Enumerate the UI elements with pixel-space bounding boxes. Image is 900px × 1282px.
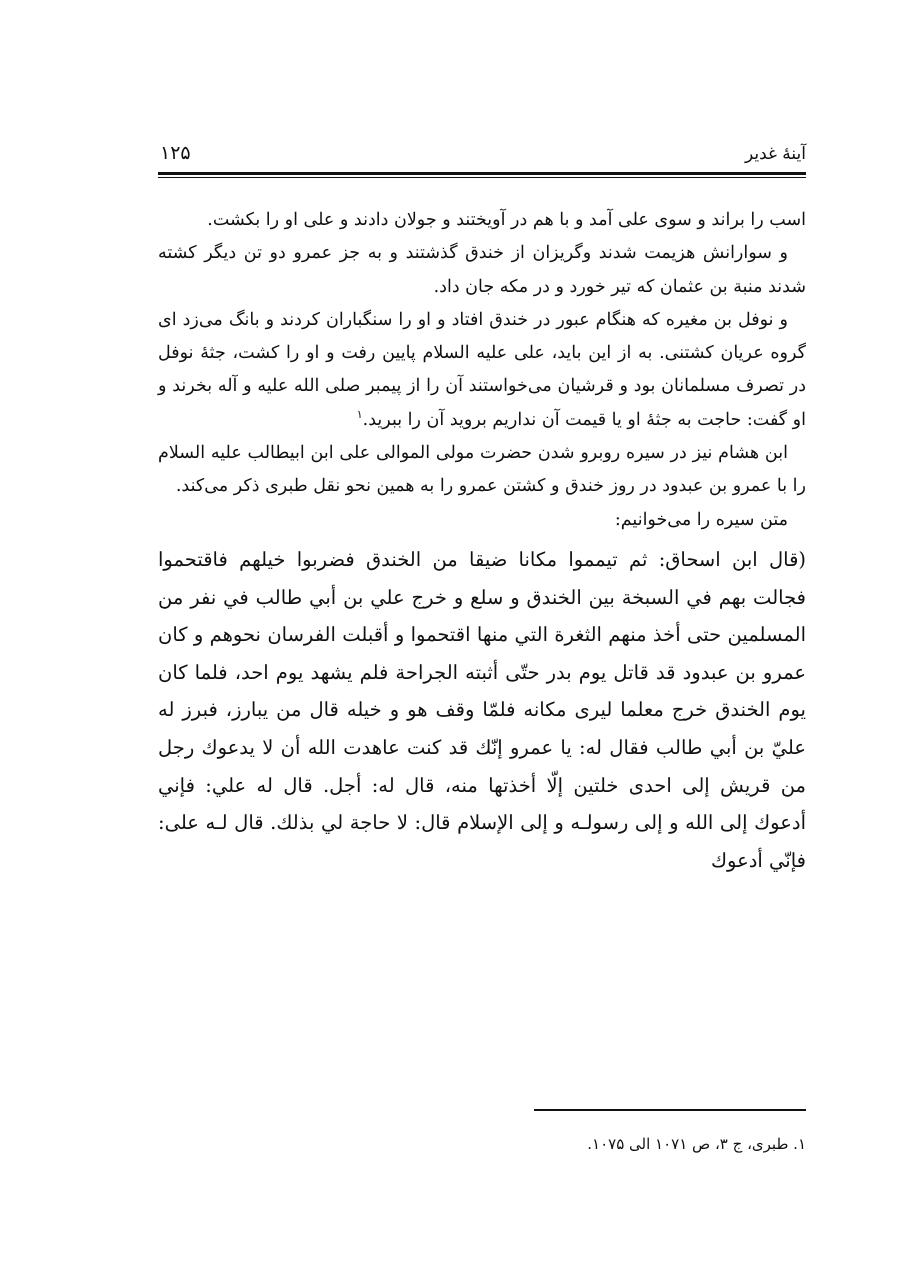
footnote: ۱. طبری، ج ۳، ص ۱۰۷۱ الی ۱۰۷۵. <box>587 1135 806 1153</box>
paragraph-2 <box>158 237 806 304</box>
paragraph-2-text: و سوارانش هزیمت شدند وگریزان از خندق گذشتند و به جز عمرو دو تن دیگر کشته شدند منبة بن عثمان که تیر خورد و در مکه جان داد. <box>158 243 806 297</box>
paragraph-3-text: و نوفل بن مغیره که هنگام عبور در خندق افتاد و او را سنگباران کردند و بانگ می‌زد ای گروه عریان کشتنی. به از این باید، علی علیه السلام پایین رفت و او را کشت، جثهٔ نوفل در تصرف مسلمانان بود و قرشیان می‌خواستند آن را از پیمبر صلی الله علیه و آله بخرند و او گفت: حاجت به جثهٔ او یا قیمت آن نداریم بروید آن را ببرید. <box>158 309 806 430</box>
paragraph-5 <box>158 504 806 537</box>
book-page <box>158 138 806 1238</box>
arabic-quotation: (قال ابن اسحاق: ثم تيمموا مكانا ضيقا من الخندق فضربوا خيلهم فاقتحموا فجالت بهم في السبخة بين الخندق و سلع و خرج علي بن أبي طالب في نفر من المسلمين حتى أخذ منهم الثغرة التي منها اقتحموا و أقبلت الفرسان نحوهم و كان عمرو بن عبدود قد قاتل يوم بدر حتّى أثبته الجراحة فلم يشهد يوم احد، فلما كان يوم الخندق خرج معلما ليرى مكانه فلمّا وقف هو و خيله قال من يبارز، فبرز له عليّ بن أبي طالب فقال له: يا عمرو إنّك قد كنت عاهدت الله أن لا يدعوك رجل من قريش إلى احدى خلتين إلّا أخذتها منه، قال له: أجل. قال له علي: فإني أدعوك إلى الله و إلى رسولـه و إلى الإسلام قال: لا حاجة لي بذلك. قال لـه على: فإنّي أدعوك <box>158 547 806 872</box>
body-text <box>158 204 806 879</box>
running-header-title: آینهٔ غدیر <box>744 144 806 164</box>
paragraph-1-text: اسب را براند و سوی علی آمد و با هم در آویختند و جولان دادند و علی او را بکشت. <box>207 210 806 230</box>
footnote-separator <box>534 1109 806 1111</box>
paragraph-4-text: ابن هشام نیز در سیره روبرو شدن حضرت مولی الموالی علی ابن ابیطالب علیه السلام را با عمرو بن عبدود در روز خندق و کشتن عمرو را به همین نحو نقل طبری ذکر می‌کند. <box>158 443 806 497</box>
paragraph-1 <box>158 204 806 237</box>
paragraph-4 <box>158 437 806 504</box>
paragraph-3 <box>158 304 806 437</box>
running-header <box>158 138 806 172</box>
page-number: ۱۲۵ <box>160 142 191 164</box>
header-rule-thin <box>158 177 806 178</box>
paragraph-5-text: متن سیره را می‌خوانیم: <box>614 509 788 530</box>
header-rule-thick <box>158 172 806 175</box>
footnote-reference[interactable]: ۱ <box>356 407 363 421</box>
